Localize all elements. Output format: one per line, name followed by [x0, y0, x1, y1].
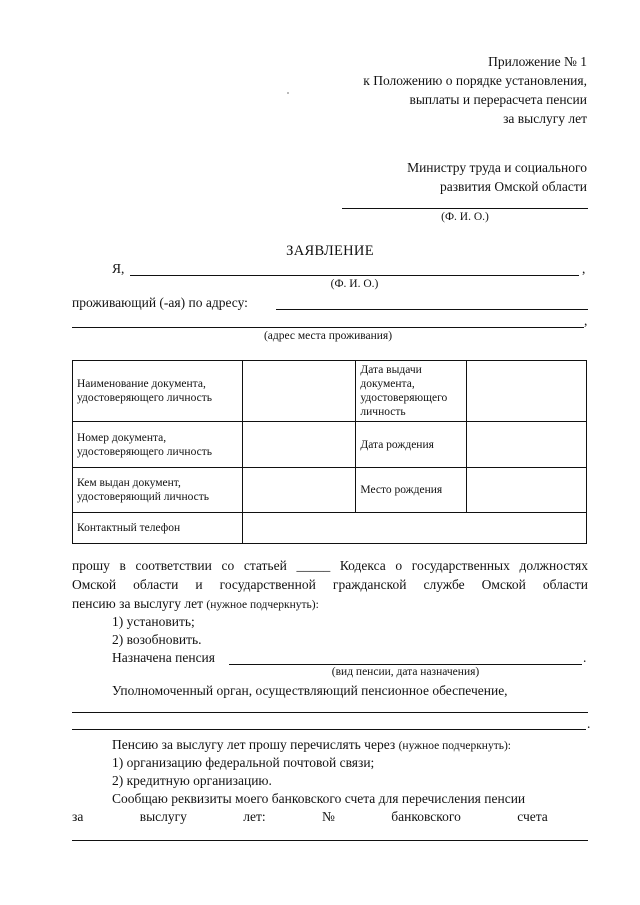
addressee-block — [407, 158, 587, 196]
phone-value[interactable] — [242, 513, 586, 544]
transfer-line — [112, 737, 511, 753]
issued-by-label: Кем выдан документ, удостоверяющий личность — [73, 468, 243, 513]
phone-label: Контактный телефон — [73, 513, 243, 544]
authority-label: Уполномоченный орган, осуществляющий пенсионное обеспечение, — [112, 683, 508, 698]
pension-caption: (вид пенсии, дата назначения) — [331, 666, 480, 678]
address-comma: , — [584, 313, 588, 328]
applicant-fio-line[interactable] — [130, 275, 579, 276]
request-line-3 — [72, 596, 319, 612]
table-row — [73, 422, 587, 468]
applicant-comma: , — [582, 261, 586, 276]
address-line-1[interactable] — [276, 309, 588, 310]
authority-period: . — [587, 716, 591, 731]
bank-line-1: Сообщаю реквизиты моего банковского счета для перечисления пенсии — [112, 791, 526, 806]
transfer-option-bank[interactable]: 2) кредитную организацию. — [112, 773, 272, 788]
doc-number-label: Номер документа, удостоверяющего личность — [73, 422, 243, 468]
appendix-line-2: к Положению о порядке установления, — [363, 73, 587, 88]
pension-line[interactable] — [229, 664, 582, 665]
addressee-line-2: развития Омской области — [439, 179, 587, 194]
request-line-3-text: пенсию за выслугу лет — [72, 596, 204, 611]
request-line-1: прошу в соответствии со статьей _____ Кодекса о государственных должностях — [72, 558, 588, 573]
doc-number-value[interactable] — [242, 422, 356, 468]
transfer-hint: (нужное подчеркнуть): — [398, 740, 511, 752]
request-hint: (нужное подчеркнуть): — [206, 599, 319, 611]
authority-line-2[interactable] — [72, 729, 586, 730]
issue-date-label: Дата выдачи документа, удостоверяющего личность — [356, 361, 467, 422]
address-line-2[interactable] — [72, 327, 584, 328]
bank-account-line[interactable] — [72, 840, 588, 841]
birth-date-label: Дата рождения — [356, 422, 467, 468]
address-caption: (адрес места проживания) — [263, 330, 393, 342]
table-row — [73, 361, 587, 422]
appendix-line-3: выплаты и перерасчета пенсии — [409, 92, 587, 107]
issue-date-value[interactable] — [467, 361, 587, 422]
appendix-number: Приложение № 1 — [488, 54, 587, 69]
doc-name-label: Наименование документа, удостоверяющего личность — [73, 361, 243, 422]
addressee-fio-caption: (Ф. И. О.) — [441, 211, 489, 223]
document-title: ЗАЯВЛЕНИЕ — [286, 243, 374, 259]
pension-label: Назначена пенсия — [112, 650, 215, 665]
applicant-prefix: Я, — [112, 261, 125, 276]
request-line-2: Омской области и государственной гражданской службе Омской области — [72, 577, 588, 592]
speck — [287, 92, 289, 94]
issued-by-value[interactable] — [242, 468, 356, 513]
identity-table — [72, 360, 587, 544]
appendix-line-4: за выслугу лет — [503, 111, 587, 126]
option-resume[interactable]: 2) возобновить. — [112, 632, 202, 647]
birth-place-label: Место рождения — [356, 468, 467, 513]
addressee-line-1: Министру труда и социального — [407, 160, 587, 175]
authority-line-1[interactable] — [72, 712, 588, 713]
bank-line-2: за выслугу лет: № банковского счета — [72, 809, 548, 824]
address-label: проживающий (-ая) по адресу: — [72, 295, 248, 310]
transfer-option-post[interactable]: 1) организацию федеральной почтовой связи; — [112, 755, 375, 770]
addressee-fio-line[interactable] — [342, 208, 588, 209]
table-row — [73, 513, 587, 544]
table-row — [73, 468, 587, 513]
doc-name-value[interactable] — [242, 361, 356, 422]
applicant-fio-caption: (Ф. И. О.) — [330, 278, 379, 290]
transfer-text: Пенсию за выслугу лет прошу перечислять через — [112, 737, 396, 752]
appendix-header — [363, 52, 587, 128]
option-establish[interactable]: 1) установить; — [112, 614, 195, 629]
birth-date-value[interactable] — [467, 422, 587, 468]
pension-period: . — [583, 650, 587, 665]
birth-place-value[interactable] — [467, 468, 587, 513]
